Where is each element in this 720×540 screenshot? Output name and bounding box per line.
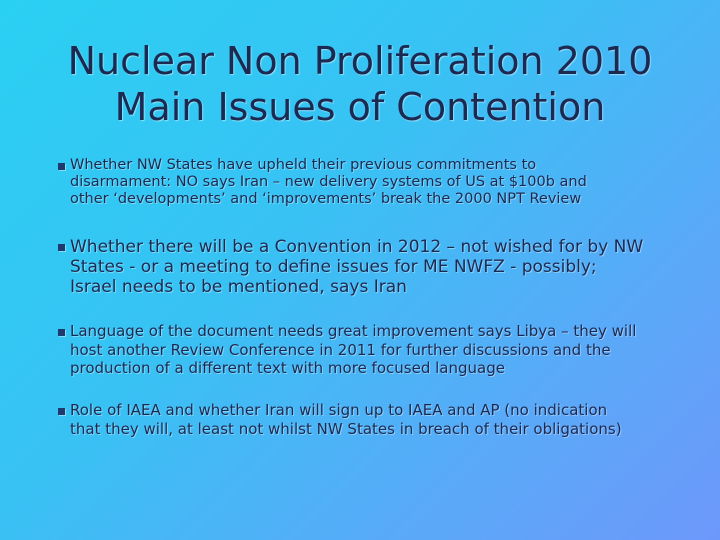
- square-bullet-icon: [58, 163, 65, 170]
- bullet-item-nw-commitments: [58, 157, 678, 208]
- bullet-item-iaea-role: [58, 401, 678, 438]
- bullet-line: Whether there will be a Convention in 2012 – not wished for by NW: [70, 237, 644, 257]
- bullet-line: Role of IAEA and whether Iran will sign up to IAEA and AP (no indication: [70, 401, 608, 419]
- bullet-text: [70, 322, 678, 378]
- bullet-line: production of a different text with more focused language: [70, 359, 505, 377]
- square-bullet-icon: [58, 408, 65, 415]
- title-line-1: Nuclear Non Proliferation 2010: [67, 39, 653, 83]
- bullet-line: Israel needs to be mentioned, says Iran: [70, 277, 407, 297]
- bullet-text: [70, 401, 678, 438]
- bullet-line: States - or a meeting to define issues for ME NWFZ - possibly;: [70, 257, 597, 277]
- square-bullet-icon: [58, 329, 65, 336]
- bullet-line: Whether NW States have upheld their previous commitments to: [70, 157, 537, 173]
- bullet-line: that they will, at least not whilst NW States in breach of their obligations): [70, 419, 622, 438]
- bullet-line: other ‘developments’ and ‘improvements’ break the 2000 NPT Review: [70, 191, 582, 207]
- bullet-text: [70, 157, 678, 208]
- bullet-line: host another Review Conference in 2011 for further discussions and the: [70, 340, 611, 359]
- bullet-line: disarmament: NO says Iran – new delivery systems of US at $100b and: [70, 174, 587, 190]
- bullet-item-document-language: [58, 322, 678, 378]
- bullet-text: [70, 237, 678, 297]
- title-line-2: Main Issues of Contention: [114, 85, 606, 129]
- bullet-item-convention-2012: [58, 237, 678, 297]
- square-bullet-icon: [58, 244, 65, 251]
- bullet-line: Language of the document needs great improvement says Libya – they will: [70, 322, 637, 340]
